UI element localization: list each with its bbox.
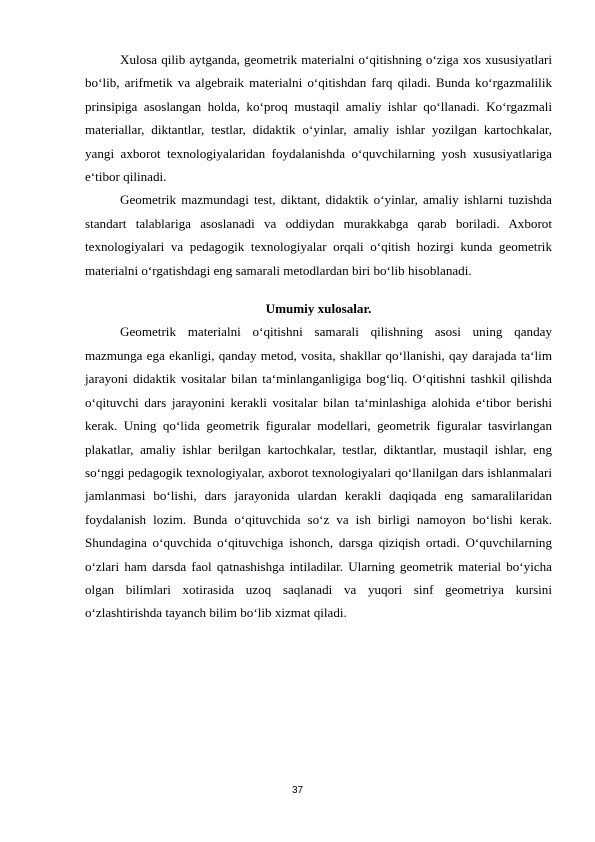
paragraph-conclusion: Xulosa qilib aytganda, geometrik materialni o‘qitishning o‘ziga xos xususiyatlari bo‘lib, arifmetik va algebraik materialni o‘qitishdan farq qiladi. Bunda ko‘rgazmalilik prinsipiga asoslangan holda, ko‘proq mustaqil amaliy ishlar qo‘llanadi. Ko‘rgazmali materiallar, diktantlar, testlar, didaktik o‘yinlar, amaliy ishlar yozilgan kartochkalar, yangi axborot texnologiyalaridan foydalanishda o‘quvchilarning yosh xususiyatlariga e‘tibor qilinadi. <box>85 52 552 185</box>
paragraph-general-conclusions: Geometrik materialni o‘qitishni samarali qilishning asosi uning qanday mazmunga ega ekanligi, qanday metod, vosita, shakllar qo‘llanishi, qay darajada ta‘lim jarayoni didaktik vositalar bilan ta‘minlanganligiga bog‘liq. O‘qitishni tashkil qilishda o‘qituvchi dars jarayonini kerakli vositalar bilan ta‘minlashiga alohida e‘tibor berishi kerak. Uning qo‘lida geometrik figuralar modellari, geometrik figuralar tasvirlangan plakatlar, amaliy ishlar berilgan kartochkalar, testlar, diktantlar, mustaqil ishlar, eng so‘nggi pedagogik texnologiyalar, axborot texnologiyalari qo‘llanilgan dars ishlanmalari jamlanmasi bo‘lishi, dars jarayonida ulardan kerakli daqiqada eng samaralilaridan foydalanish lozim. Bunda o‘qituvchida so‘z va ish birligi namoyon bo‘lishi kerak. Shundagina o‘quvchida o‘qituvchiga ishonch, darsga qiziqish ortadi. O‘quvchilarning o‘zlari ham darsda faol qatnashishga intiladilar. Ularning geometrik material bo‘yicha olgan bilimlari xotirasida uzoq saqlanadi va yuqori sinf geometriya kursini o‘zlashtirishda tayanch bilim bo‘lib xizmat qiladi. <box>85 324 552 621</box>
page-body <box>85 48 552 625</box>
section-spacer <box>85 282 552 297</box>
paragraph-geometric-content: Geometrik mazmundagi test, diktant, didaktik o‘yinlar, amaliy ishlarni tuzishda standart talablariga asoslanadi va oddiydan murakkabga qarab boriladi. Axborot texnologiyalari va pedagogik texnologiyalar orqali o‘qitish hozirgi kunda geometrik materialni o‘rgatishdagi eng samarali metodlardan biri bo‘lib hisoblanadi. <box>85 192 552 278</box>
page-number: 37 <box>291 785 304 796</box>
section-heading: Umumiy xulosalar. <box>265 301 372 317</box>
